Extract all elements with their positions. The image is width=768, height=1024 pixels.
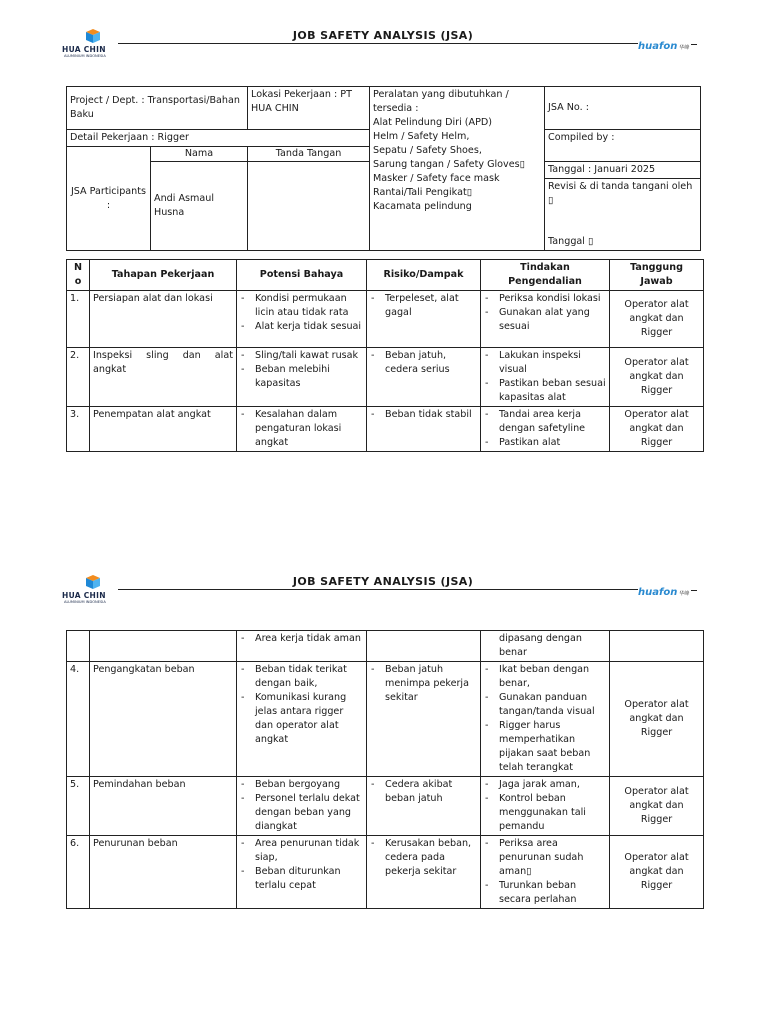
- page-header: [62, 28, 704, 66]
- list-item: - Sling/tali kawat rusak: [240, 349, 363, 363]
- brand-name: HUA CHIN: [62, 591, 106, 600]
- brand-subtitle: ALUMINIUM INDONESIA: [64, 54, 106, 58]
- list-item: - Terpeleset, alat gagal: [370, 292, 477, 320]
- list-item: - Komunikasi kurang jelas antara rigger dan operator alat angkat: [240, 691, 363, 747]
- row-risiko: [367, 407, 481, 452]
- revision-cell: [545, 179, 701, 251]
- list-item: - Alat kerja tidak sesuai: [240, 320, 363, 334]
- equipment-item: Kacamata pelindung: [373, 201, 472, 212]
- list-item: - Periksa area penurunan sudah aman▯: [484, 837, 606, 879]
- list-item: - Area penurunan tidak siap,: [240, 837, 363, 865]
- huafon-wordmark: huafon: [638, 41, 678, 52]
- row-tindakan: [481, 348, 610, 407]
- revision-date: Tanggal ▯: [548, 236, 594, 247]
- table-row: [67, 836, 704, 909]
- row-no: 6.: [67, 836, 90, 909]
- row-potensi: [237, 631, 367, 662]
- list-item: - Cedera akibat beban jatuh: [370, 778, 477, 806]
- jsa-info-table: [66, 86, 701, 251]
- row-tahapan: Pemindahan beban: [90, 777, 237, 836]
- row-risiko: [367, 631, 481, 662]
- row-no: 4.: [67, 662, 90, 777]
- col-header-risiko: Risiko/Dampak: [367, 260, 481, 291]
- equipment-item: Alat Pelindung Diri (APD): [373, 117, 493, 128]
- list-item: - Pastikan beban sesuai kapasitas alat: [484, 377, 606, 405]
- list-item: - Kesalahan dalam pengaturan lokasi angkat: [240, 408, 363, 450]
- equipment-item: Peralatan yang dibutuhkan / tersedia :: [373, 89, 509, 114]
- row-potensi: [237, 836, 367, 909]
- row-tanggung: Operator alat angkat dan Rigger: [610, 777, 704, 836]
- list-item: - Beban diturunkan terlalu cepat: [240, 865, 363, 893]
- list-item: - Jaga jarak aman,: [484, 778, 606, 792]
- list-item: - Beban bergoyang: [240, 778, 363, 792]
- col-header-potensi: Potensi Bahaya: [237, 260, 367, 291]
- row-tanggung: Operator alat angkat dan Rigger: [610, 407, 704, 452]
- list-item: - Pastikan alat: [484, 436, 606, 450]
- list-item: - Turunkan beban secara perlahan: [484, 879, 606, 907]
- project-dept: Project / Dept. : Transportasi/Bahan Baku: [67, 87, 248, 130]
- huafon-wordmark: huafon: [638, 587, 678, 598]
- huafon-sub: 华峰: [679, 591, 690, 597]
- signature-header: Tanda Tangan: [248, 147, 370, 162]
- list-item: - Rigger harus memperhatikan pijakan saat beban telah terangkat: [484, 719, 606, 775]
- row-potensi: [237, 291, 367, 348]
- list-item: - Beban tidak terikat dengan baik,: [240, 663, 363, 691]
- list-item: - Kontrol beban menggunakan tali pemandu: [484, 792, 606, 834]
- list-item: - Personel terlalu dekat dengan beban yang diangkat: [240, 792, 363, 834]
- work-location: Lokasi Pekerjaan : PT HUA CHIN: [248, 87, 370, 130]
- brand-subtitle: ALUMINIUM INDONESIA: [64, 600, 106, 604]
- row-no: 3.: [67, 407, 90, 452]
- col-header-tanggung: Tanggung Jawab: [610, 260, 704, 291]
- row-tindakan: [481, 777, 610, 836]
- participant-signature: [248, 162, 370, 251]
- row-tanggung: Operator alat angkat dan Rigger: [610, 348, 704, 407]
- row-tanggung: [610, 631, 704, 662]
- row-potensi: [237, 662, 367, 777]
- brand-name: HUA CHIN: [62, 45, 106, 54]
- equipment-item: Helm / Safety Helm,: [373, 131, 470, 142]
- row-tindakan: [481, 836, 610, 909]
- header-rule: [118, 589, 638, 590]
- row-tindakan: [481, 291, 610, 348]
- row-potensi: [237, 777, 367, 836]
- row-risiko: [367, 836, 481, 909]
- list-item: - Beban melebihi kapasitas: [240, 363, 363, 391]
- equipment-item: Sepatu / Safety Shoes,: [373, 145, 482, 156]
- header-rule: [118, 43, 638, 44]
- row-tindakan: [481, 662, 610, 777]
- table-row: [67, 662, 704, 777]
- table-row: [67, 777, 704, 836]
- huafon-logo: [638, 580, 704, 598]
- list-item: - Tandai area kerja dengan safetyline: [484, 408, 606, 436]
- table-row: [67, 291, 704, 348]
- row-tahapan: Pengangkatan beban: [90, 662, 237, 777]
- list-item: - Kondisi permukaan licin atau tidak rata: [240, 292, 363, 320]
- row-tanggung: Operator alat angkat dan Rigger: [610, 291, 704, 348]
- equipment-list: [370, 87, 545, 251]
- list-item: - Gunakan panduan tangan/tanda visual: [484, 691, 606, 719]
- col-header-tindakan: Tindakan Pengendalian: [481, 260, 610, 291]
- row-tahapan: Inspeksi sling dan alat angkat: [90, 348, 237, 407]
- page-title: JOB SAFETY ANALYSIS (JSA): [292, 575, 474, 588]
- row-no: 5.: [67, 777, 90, 836]
- date-field: Tanggal : Januari 2025: [545, 162, 701, 179]
- table-row: [67, 631, 704, 662]
- huafon-logo: [638, 34, 704, 52]
- row-tanggung: Operator alat angkat dan Rigger: [610, 662, 704, 777]
- row-tahapan: Penurunan beban: [90, 836, 237, 909]
- row-potensi: [237, 407, 367, 452]
- nama-header: Nama: [151, 147, 248, 162]
- equipment-item: Sarung tangan / Safety Gloves▯: [373, 159, 525, 170]
- list-item: - Lakukan inspeksi visual: [484, 349, 606, 377]
- jsa-number: JSA No. :: [545, 87, 701, 130]
- huafon-rule: [691, 590, 697, 591]
- list-item: - Periksa kondisi lokasi: [484, 292, 606, 306]
- huafon-rule: [691, 44, 697, 45]
- row-risiko: [367, 662, 481, 777]
- list-item: - Beban jatuh menimpa pekerja sekitar: [370, 663, 477, 705]
- table-row: [67, 407, 704, 452]
- row-no: [67, 631, 90, 662]
- row-risiko: [367, 348, 481, 407]
- equipment-item: Masker / Safety face mask: [373, 173, 500, 184]
- job-detail: Detail Pekerjaan : Rigger: [67, 130, 370, 147]
- row-tindakan: [481, 407, 610, 452]
- list-item: - Gunakan alat yang sesuai: [484, 306, 606, 334]
- row-risiko: [367, 291, 481, 348]
- list-item: - Area kerja tidak aman: [240, 632, 363, 646]
- row-tahapan: Persiapan alat dan lokasi: [90, 291, 237, 348]
- revision-label: Revisi & di tanda tangani oleh ▯: [548, 181, 693, 206]
- list-item: - Beban jatuh, cedera serius: [370, 349, 477, 377]
- row-tahapan: [90, 631, 237, 662]
- row-potensi: [237, 348, 367, 407]
- compiled-by: Compiled by :: [545, 130, 701, 162]
- col-header-tahapan: Tahapan Pekerjaan: [90, 260, 237, 291]
- row-tahapan: Penempatan alat angkat: [90, 407, 237, 452]
- participants-label: JSA Participants :: [67, 147, 151, 251]
- row-tindakan: dipasang dengan benar: [481, 631, 610, 662]
- table-row: [67, 348, 704, 407]
- row-risiko: [367, 777, 481, 836]
- col-header-no: No: [67, 260, 90, 291]
- list-item: - Beban tidak stabil: [370, 408, 477, 422]
- row-no: 2.: [67, 348, 90, 407]
- row-no: 1.: [67, 291, 90, 348]
- list-item: - Ikat beban dengan benar,: [484, 663, 606, 691]
- huafon-sub: 华峰: [679, 45, 690, 51]
- page-title: JOB SAFETY ANALYSIS (JSA): [292, 29, 474, 42]
- participant-name: Andi Asmaul Husna: [151, 162, 248, 251]
- list-item: - Kerusakan beban, cedera pada pekerja sekitar: [370, 837, 477, 879]
- page-header: [62, 574, 704, 612]
- jsa-steps-table: [66, 259, 704, 452]
- equipment-item: Rantai/Tali Pengikat▯: [373, 187, 472, 198]
- jsa-steps-table-continued: [66, 630, 704, 909]
- row-tanggung: Operator alat angkat dan Rigger: [610, 836, 704, 909]
